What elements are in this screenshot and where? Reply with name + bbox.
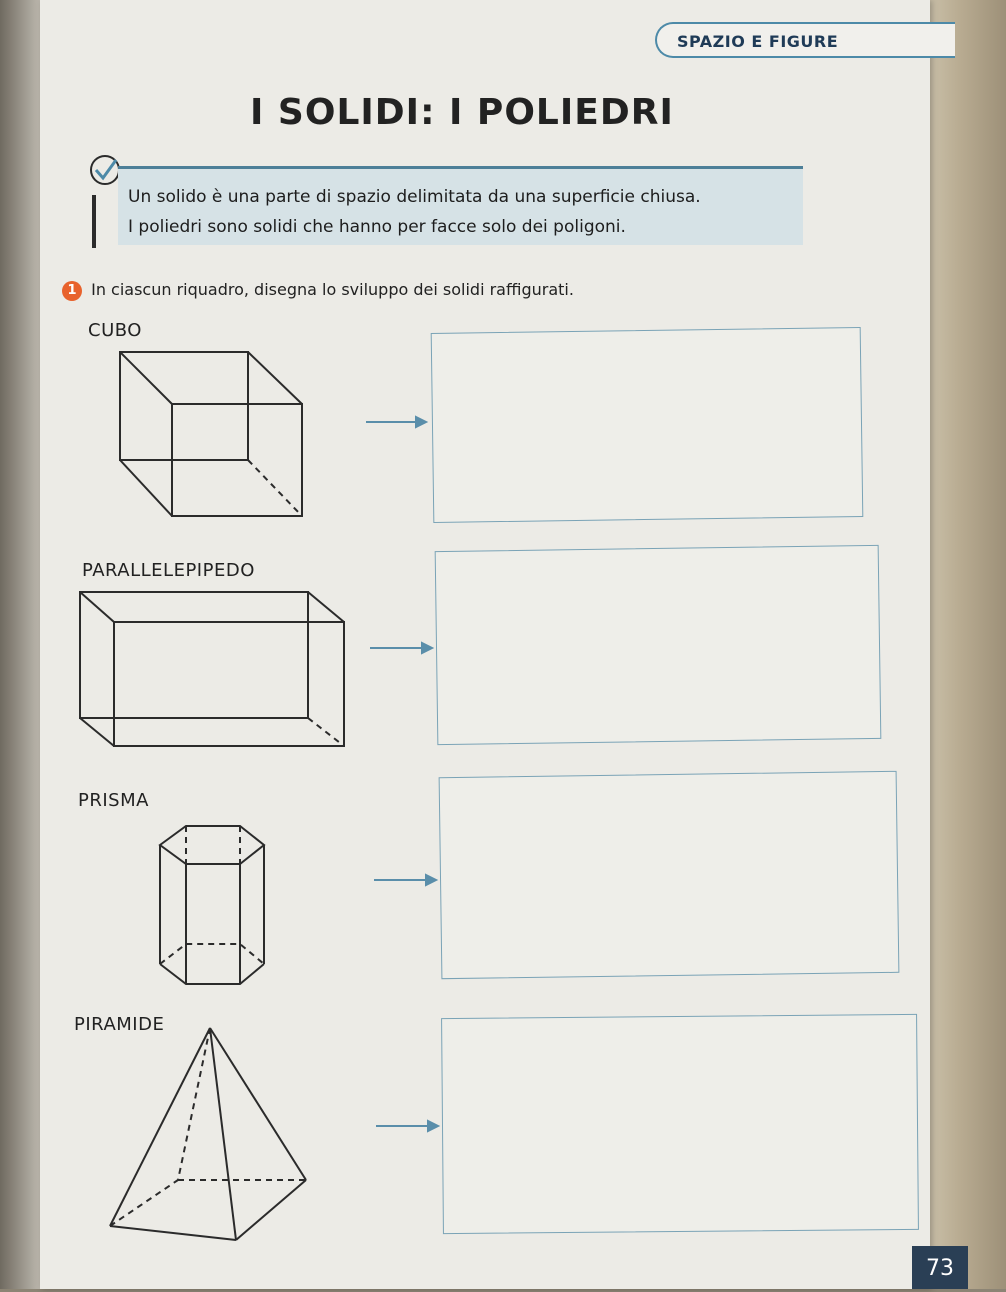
exercise-number-badge: 1 xyxy=(62,281,82,301)
section-tag: SPAZIO E FIGURE xyxy=(655,22,955,58)
parallelepiped-figure xyxy=(80,592,344,746)
pyramid-figure xyxy=(110,1028,306,1240)
label-prism: PRISMA xyxy=(78,790,149,811)
definition-line-1: Un solido è una parte di spazio delimitata da una superficie chiusa. xyxy=(128,187,701,207)
definition-line-2: I poliedri sono solidi che hanno per facce solo dei poligoni. xyxy=(128,217,626,237)
prism-figure xyxy=(160,826,264,984)
label-pyramid: PIRAMIDE xyxy=(74,1014,165,1035)
exercise-text: In ciascun riquadro, disegna lo sviluppo dei solidi raffigurati. xyxy=(91,280,574,299)
page-title: I SOLIDI: I POLIEDRI xyxy=(250,92,674,133)
label-parallelepiped: PARALLELEPIPEDO xyxy=(82,560,255,581)
cube-figure xyxy=(120,352,302,516)
label-cube: CUBO xyxy=(88,320,142,341)
page-number: 73 xyxy=(912,1246,968,1289)
